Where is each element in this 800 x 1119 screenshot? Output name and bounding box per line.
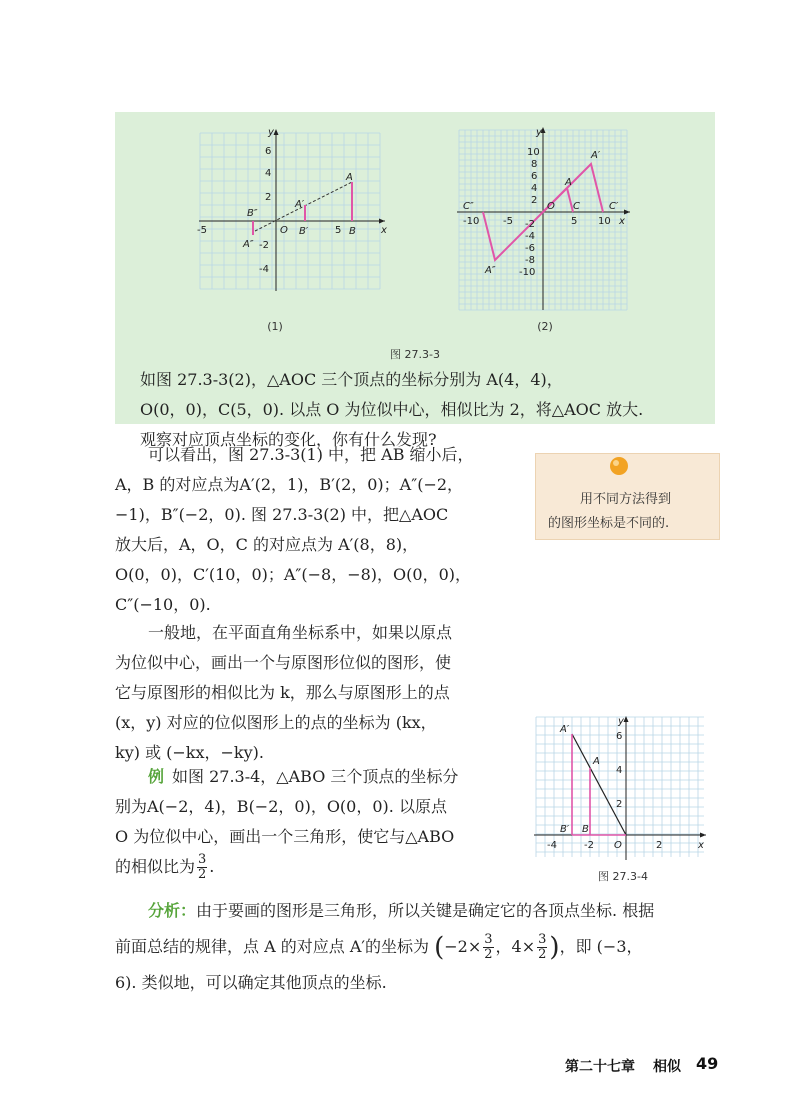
g1-origin: O <box>280 225 288 236</box>
example-line-2: 别为A(−2，4)，B(−2，0)，O(0，0). 以原点 <box>115 797 447 816</box>
g3-tick-y-4: 4 <box>616 765 623 776</box>
bracket-close: ) <box>549 932 560 963</box>
g1-tick-y-neg4: -4 <box>259 264 269 275</box>
analysis-line2-prefix: 前面总结的规律，点 A 的对应点 A′的坐标为 <box>115 937 430 956</box>
analysis-text-1: 由于要画的图形是三角形，所以关键是确定它的各顶点坐标. 根据 <box>196 901 655 920</box>
g2-tick-y-6: 6 <box>531 171 538 182</box>
para1-line-6: C″(−10，0). <box>115 595 211 614</box>
g3-tick-y-6: 6 <box>616 731 623 742</box>
g2-tick-y-neg2: -2 <box>525 219 535 230</box>
fraction-3-2 <box>197 853 207 882</box>
box-text-line-3: 观察对应顶点坐标的变化，你有什么发现? <box>140 430 437 449</box>
g2-tick-y-8: 8 <box>531 159 538 170</box>
sub-label-2: (2) <box>537 320 553 333</box>
g1-point-B2: B″ <box>247 208 258 219</box>
g2-point-A: A <box>565 177 572 188</box>
bracket-open: ( <box>434 932 445 963</box>
note-line-2: 的图形坐标是不同的. <box>548 516 670 531</box>
example-last-suffix: . <box>209 857 215 876</box>
term2-prefix: ，4× <box>495 937 536 956</box>
g2-tick-x-neg5: -5 <box>503 216 513 227</box>
g3-point-A: A <box>593 756 600 767</box>
g1-axis-y: y <box>268 127 274 138</box>
term1-prefix: −2× <box>444 937 482 956</box>
g3-tick-x-2: 2 <box>656 840 663 851</box>
graph-27-3-3-2 <box>455 125 635 315</box>
graph-27-3-4 <box>530 712 710 862</box>
example-label: 例 <box>148 767 165 786</box>
g2-tick-x-10: 10 <box>598 216 611 227</box>
frac-den: 2 <box>198 867 207 882</box>
para1-line-1: 可以看出，图 27.3-3(1) 中，把 AB 缩小后， <box>148 445 474 464</box>
g2-point-C: C <box>573 201 580 212</box>
g1-tick-x-5: 5 <box>335 225 342 236</box>
analysis-line2-suffix: ，即 (−3， <box>559 937 643 956</box>
g1-tick-y-4: 4 <box>265 168 272 179</box>
g2-axis-x: x <box>619 216 625 227</box>
note-dot-icon <box>608 455 630 477</box>
g2-tick-y-10: 10 <box>527 147 540 158</box>
g1-tick-y-6: 6 <box>265 146 272 157</box>
para2-line-4: (x，y) 对应的位似图形上的点的坐标为 (kx， <box>115 713 437 732</box>
g1-point-A1: A′ <box>295 199 305 210</box>
g2-tick-y-neg6: -6 <box>525 243 535 254</box>
footer-title: 相似 <box>653 1059 681 1075</box>
sub-label-1: (1) <box>267 320 283 333</box>
para2-line-5: ky) 或 (−kx，−ky). <box>115 743 264 762</box>
g2-axis-y: y <box>536 127 542 138</box>
para1-line-5: O(0，0)，C′(10，0)；A″(−8，−8)，O(0，0)， <box>115 565 472 584</box>
figure-27-3-3-caption: 图 27.3-3 <box>390 348 440 361</box>
g3-point-B1: B′ <box>560 824 570 835</box>
g3-point-A1: A′ <box>560 724 570 735</box>
term1-num: 3 <box>484 932 493 947</box>
g3-point-B: B <box>582 824 589 835</box>
g3-axis-x: x <box>698 840 704 851</box>
figure-27-3-4-caption: 图 27.3-4 <box>598 870 648 883</box>
g2-point-C1: C′ <box>609 201 619 212</box>
example-last-prefix: 的相似比为 <box>115 857 196 876</box>
g1-tick-y-2: 2 <box>265 192 272 203</box>
g2-point-A1: A′ <box>591 150 601 161</box>
analysis-line-3: 6). 类似地，可以确定其他顶点的坐标. <box>115 973 387 992</box>
footer-chapter: 第二十七章 <box>565 1059 635 1075</box>
g2-tick-y-neg10: -10 <box>519 267 536 278</box>
note-line-1: 用不同方法得到 <box>580 492 672 507</box>
para1-line-3: −1)，B″(−2，0). 图 27.3-3(2) 中，把△AOC <box>115 505 449 524</box>
box-text-line-1: 如图 27.3-3(2)，△AOC 三个顶点的坐标分别为 A(4，4)， <box>140 370 563 389</box>
g1-point-B1: B′ <box>299 226 309 237</box>
g1-point-B: B <box>349 226 356 237</box>
g2-tick-x-neg10: -10 <box>463 216 480 227</box>
g2-tick-y-2: 2 <box>531 195 538 206</box>
graph-27-3-3-1 <box>195 125 395 295</box>
fraction-term2 <box>537 933 547 962</box>
g2-tick-x-5: 5 <box>571 216 578 227</box>
page-number: 49 <box>696 1054 719 1073</box>
g3-tick-x-neg4: -4 <box>547 840 557 851</box>
term1-den: 2 <box>484 947 493 962</box>
frac-num: 3 <box>198 852 207 867</box>
box-text-line-2: O(0，0)，C(5，0). 以点 O 为位似中心，相似比为 2，将△AOC 放大. <box>140 400 644 419</box>
example-line-4 <box>115 852 214 882</box>
g2-point-A2: A″ <box>485 265 496 276</box>
g3-tick-x-neg2: -2 <box>584 840 594 851</box>
analysis-line-1 <box>148 896 654 926</box>
g1-tick-y-neg2: -2 <box>259 240 269 251</box>
example-line-3: O 为位似中心，画出一个三角形，使它与△ABO <box>115 827 455 846</box>
g2-origin: O <box>547 201 555 212</box>
g2-tick-y-4: 4 <box>531 183 538 194</box>
example-line-1: 如图 27.3-4，△ABO 三个顶点的坐标分 <box>172 767 459 786</box>
term2-den: 2 <box>538 947 547 962</box>
g2-point-C2: C″ <box>463 201 474 212</box>
fraction-term1 <box>483 933 493 962</box>
g1-point-A: A <box>346 172 353 183</box>
g2-tick-y-neg4: -4 <box>525 231 535 242</box>
g1-point-A2: A″ <box>243 239 254 250</box>
para2-line-1: 一般地，在平面直角坐标系中，如果以原点 <box>148 623 453 642</box>
para2-line-2: 为位似中心，画出一个与原图形位似的图形，使 <box>115 653 452 672</box>
analysis-label: 分析： <box>148 901 197 920</box>
g3-axis-y: y <box>618 716 624 727</box>
g2-tick-y-neg8: -8 <box>525 255 535 266</box>
para2-line-3: 它与原图形的相似比为 k，那么与原图形上的点 <box>115 683 450 702</box>
para1-line-2: A，B 的对应点为A′(2，1)，B′(2，0)；A″(−2， <box>115 475 464 494</box>
para1-line-4: 放大后，A，O，C 的对应点为 A′(8，8)， <box>115 535 419 554</box>
g3-tick-y-2: 2 <box>616 799 623 810</box>
analysis-line-2 <box>115 932 643 963</box>
term2-num: 3 <box>538 932 547 947</box>
g3-origin: O <box>614 840 622 851</box>
g1-axis-x: x <box>381 225 387 236</box>
g1-tick-x-neg5: -5 <box>197 225 207 236</box>
